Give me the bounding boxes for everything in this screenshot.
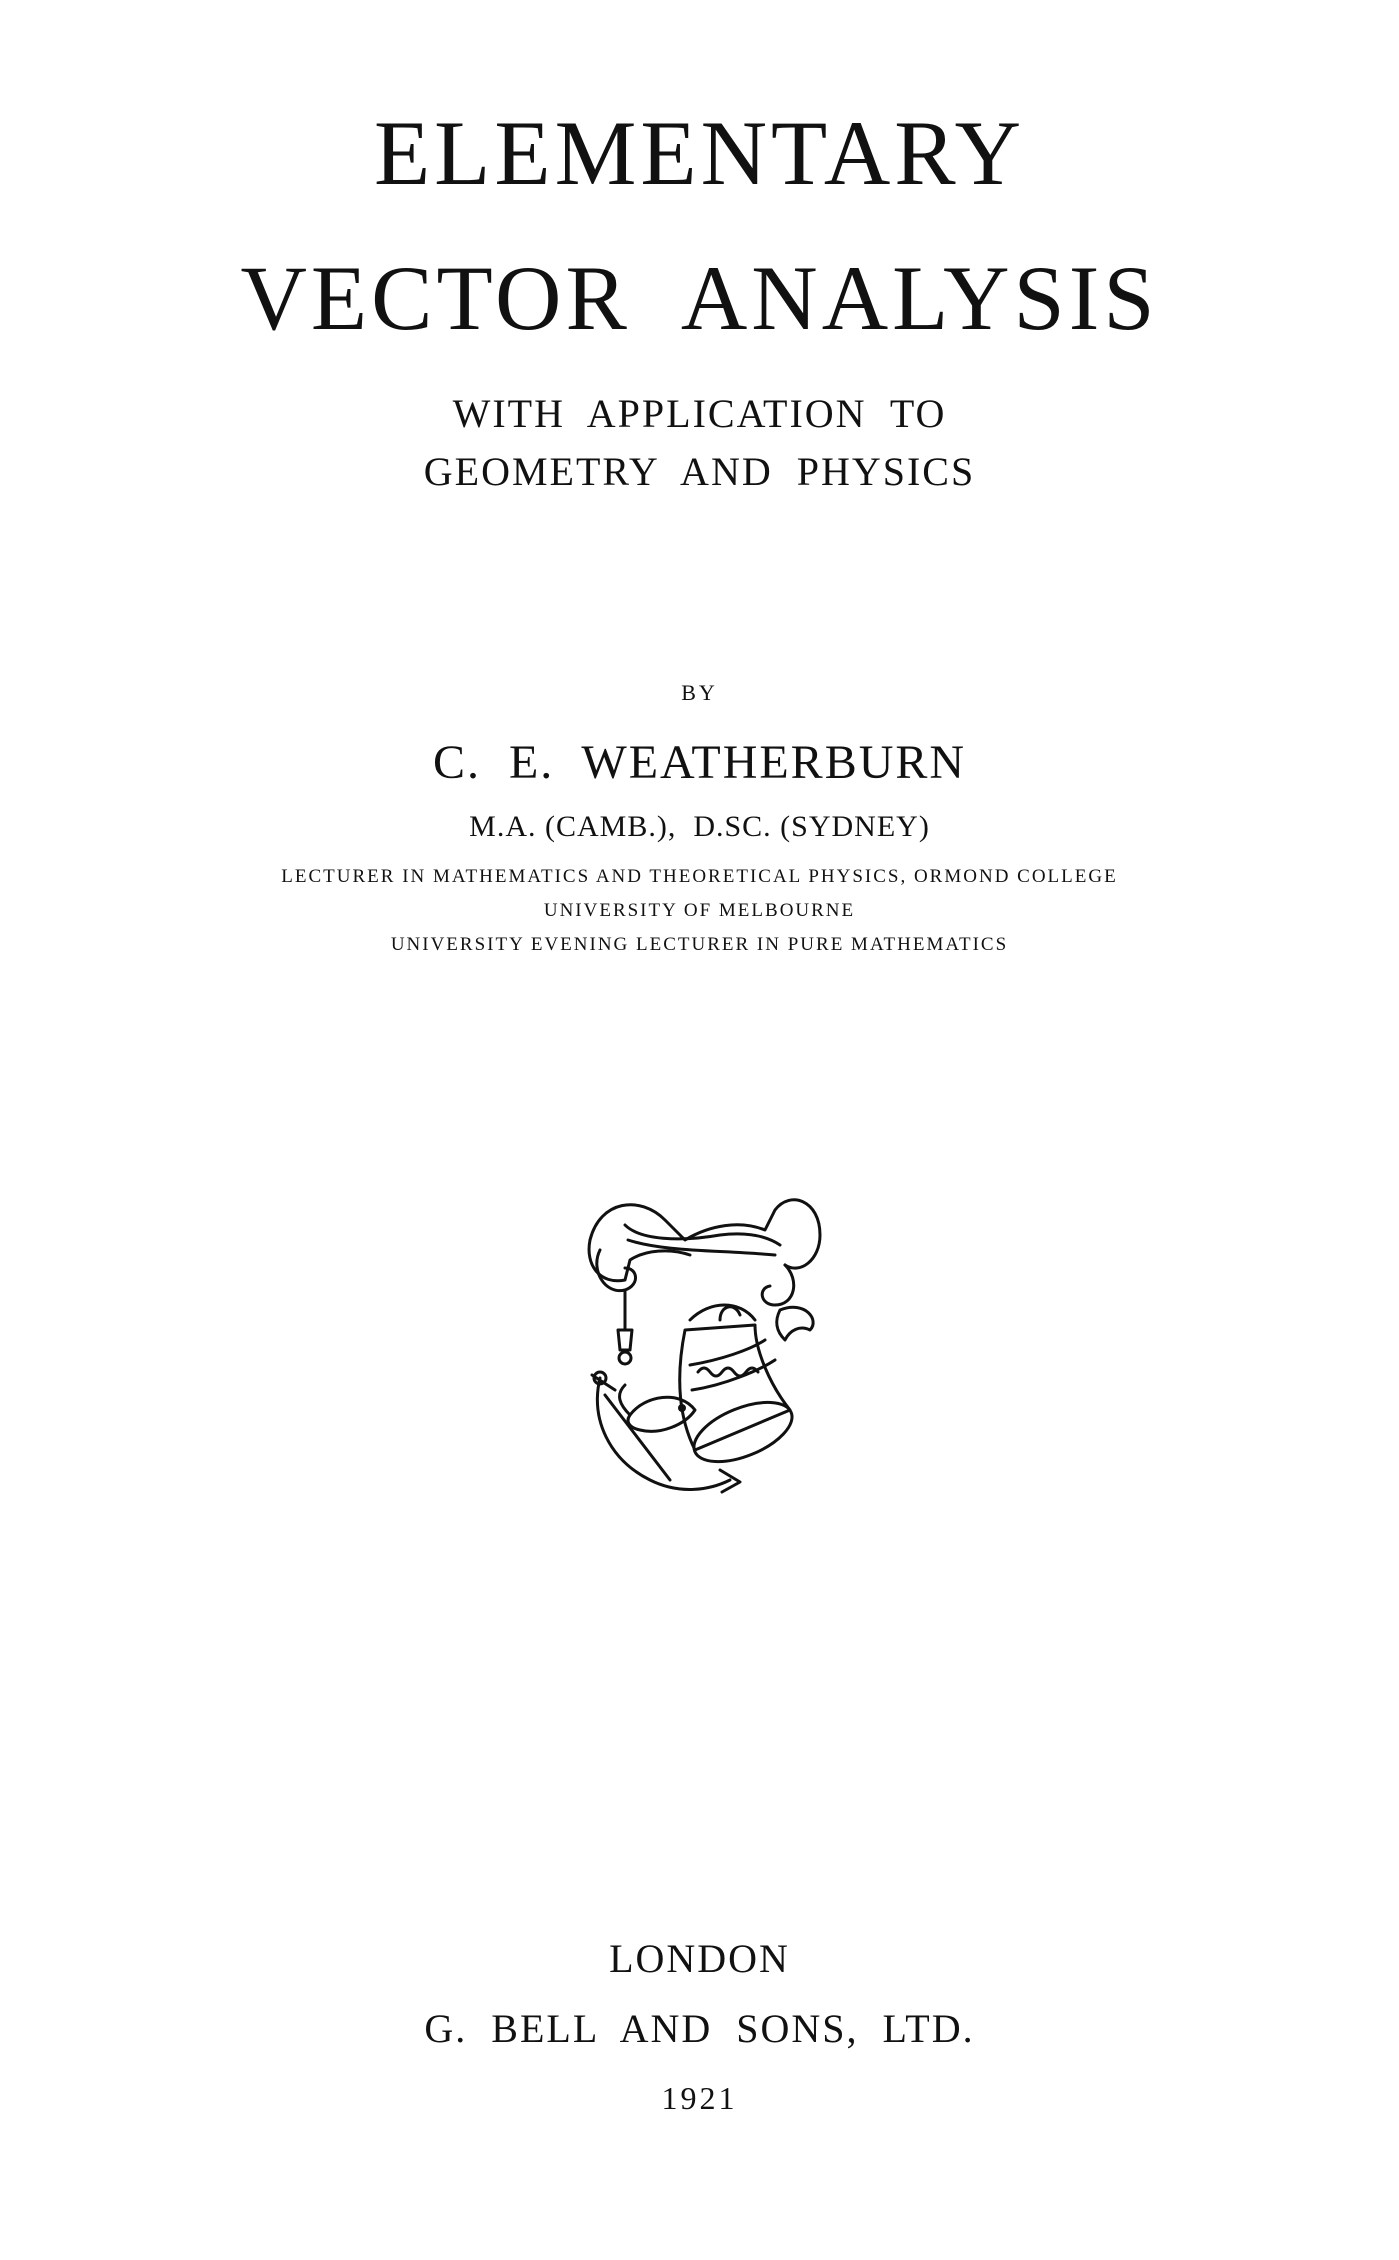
imprint-city: LONDON [609, 1936, 790, 1981]
subtitle-line-1: WITH APPLICATION TO [452, 391, 947, 436]
title-line-2 [0, 245, 1399, 351]
author-position-2: UNIVERSITY OF MELBOURNE [543, 900, 856, 921]
title-line-1: ELEMENTARY [373, 102, 1026, 204]
byline: BY [681, 680, 718, 705]
author-name: C. E. WEATHERBURN [432, 736, 967, 789]
imprint-publisher: G. BELL AND SONS, LTD. [424, 2006, 975, 2051]
author-position-1: LECTURER IN MATHEMATICS AND THEORETICAL PHYSICS, ORMOND COLLEGE [281, 866, 1118, 887]
author-position-3: UNIVERSITY EVENING LECTURER IN PURE MATHEMATICS [390, 934, 1009, 955]
subtitle-line-2: GEOMETRY AND PHYSICS [423, 449, 976, 494]
author-degrees: M.A. (CAMB.), D.SC. (SYDNEY) [469, 810, 930, 843]
title-word-vector: VECTOR [240, 247, 631, 349]
publisher-device-icon [570, 1180, 830, 1510]
title-word-analysis: ANALYSIS [680, 247, 1159, 349]
imprint-year: 1921 [661, 2080, 738, 2116]
